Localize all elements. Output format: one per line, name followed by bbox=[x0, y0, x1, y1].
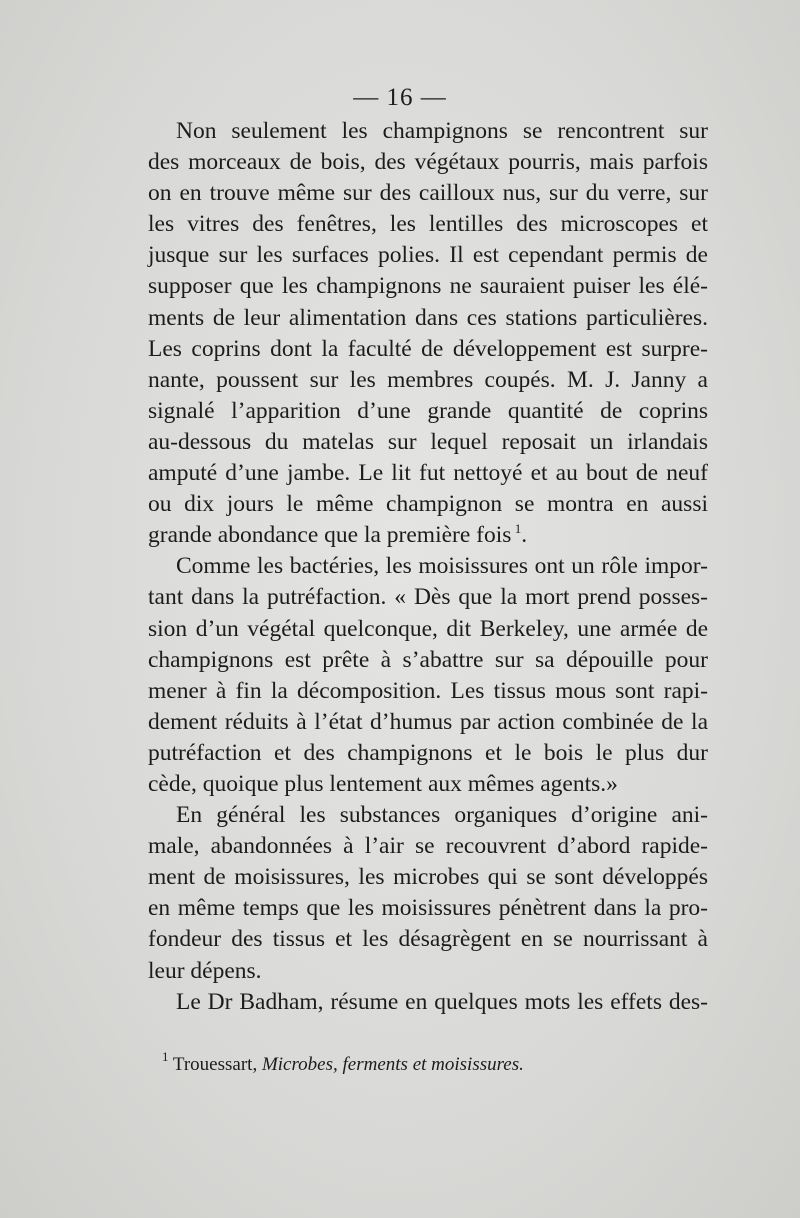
text-line: supposer que les champignons ne sauraient puiser les élé- bbox=[148, 273, 708, 300]
footnote-author: Trouessart, bbox=[172, 1054, 258, 1075]
text-line: les vitres des fenêtres, les lentilles des microscopes et bbox=[148, 211, 708, 238]
text-line: Le Dr Badham, résume en quelques mots les effets des- bbox=[176, 988, 708, 1015]
text-line: grande abondance que la première fois $^1$. bbox=[148, 521, 528, 549]
text-line: Les coprins dont la faculté de développement est surpre- bbox=[148, 335, 708, 362]
text-line: tant dans la putréfaction. « Dès que la mort prend posses- bbox=[148, 584, 708, 611]
paragraph bbox=[148, 800, 708, 987]
text-line: au-dessous du matelas sur lequel reposait un irlandais bbox=[148, 428, 708, 455]
paragraph bbox=[148, 116, 708, 551]
paragraph bbox=[148, 987, 708, 1018]
text-line: ou dix jours le même champignon se montra en aussi bbox=[148, 491, 708, 518]
text-line: ment de moisissures, les microbes qui se sont développés bbox=[148, 864, 708, 891]
text-line: leur dépens. bbox=[148, 957, 262, 984]
text-line: jusque sur les surfaces polies. Il est cependant permis de bbox=[148, 242, 708, 269]
text-line: mener à fin la décomposition. Les tissus mous sont rapi- bbox=[148, 677, 708, 704]
footnote-reference: 1 bbox=[511, 521, 522, 537]
text-line: amputé d’une jambe. Le lit fut nettoyé et au bout de neuf bbox=[148, 460, 708, 487]
text-line: male, abandonnées à l’air se recouvrent d’abord rapide- bbox=[148, 833, 708, 860]
footnote-marker: 1 bbox=[162, 1049, 169, 1064]
body-text bbox=[148, 116, 708, 1018]
text-line: ments de leur alimentation dans ces stations particulières. bbox=[148, 304, 708, 331]
page-number: — 16 — bbox=[353, 84, 447, 111]
text-line: signalé l’apparition d’une grande quantité de coprins bbox=[148, 397, 708, 424]
text-line: fondeur des tissus et les désagrègent en se nourrissant à bbox=[148, 926, 708, 953]
text-line: Non seulement les champignons se rencontrent sur bbox=[176, 118, 708, 144]
footnote bbox=[162, 1049, 722, 1078]
text-line: sion d’un végétal quelconque, dit Berkeley, une armée de bbox=[148, 615, 708, 642]
text-line: dement réduits à l’état d’humus par action combinée de la bbox=[148, 708, 708, 735]
text-line-content: grande abondance que la première fois bbox=[148, 522, 512, 549]
text-line: putréfaction et des champignons et le bois le plus dur bbox=[148, 739, 708, 766]
text-line: nante, poussent sur les membres coupés. M. J. Janny a bbox=[148, 366, 708, 393]
text-line: champignons est prête à s’abattre sur sa dépouille pour bbox=[148, 646, 708, 673]
footnote-title: Microbes, ferments et moisissures. bbox=[261, 1054, 524, 1075]
text-line: on en trouve même sur des cailloux nus, sur du verre, sur bbox=[148, 180, 708, 207]
text-line: cède, quoique plus lentement aux mêmes agents.» bbox=[148, 770, 618, 797]
text-line: En général les substances organiques d’origine ani- bbox=[176, 802, 708, 829]
text-line: Comme les bactéries, les moisissures ont un rôle impor- bbox=[176, 553, 708, 580]
text-line: en même temps que les moisissures pénètrent dans la pro- bbox=[148, 895, 708, 922]
text-line: des morceaux de bois, des végétaux pourris, mais parfois bbox=[148, 149, 708, 176]
paragraph bbox=[148, 551, 708, 800]
